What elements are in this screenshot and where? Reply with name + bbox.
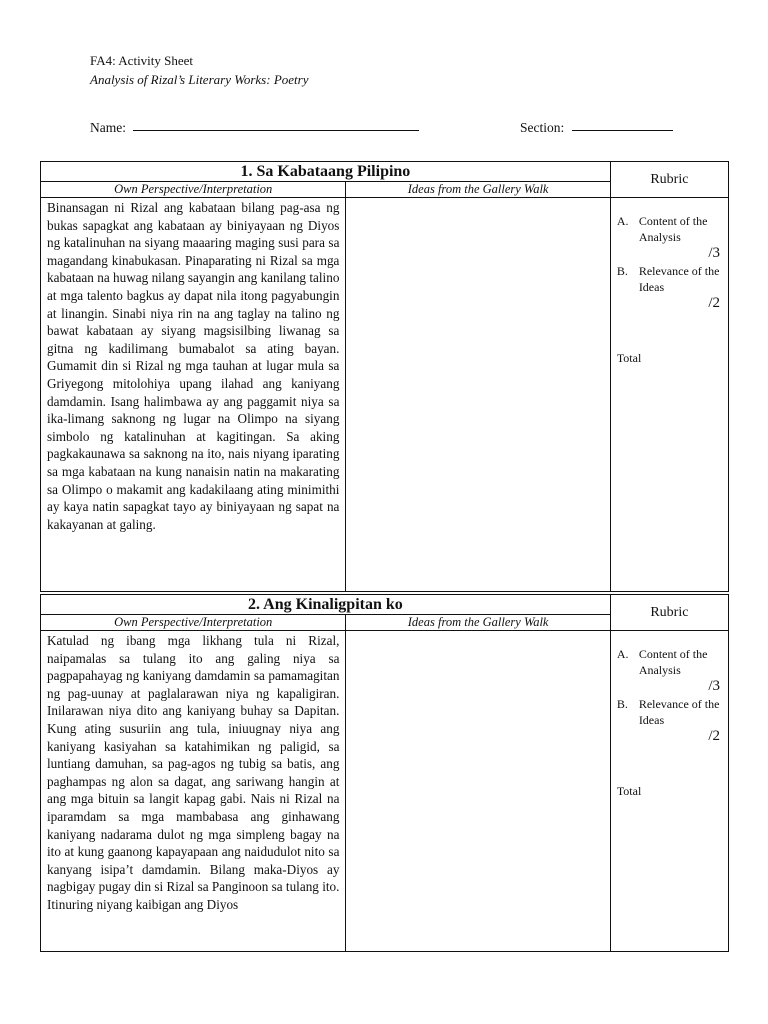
rubric-letter: A. (616, 647, 629, 661)
rubric-item-relevance (617, 264, 723, 295)
rubric-item-relevance (617, 697, 723, 728)
section-field[interactable] (572, 129, 673, 131)
rubric-cell (610, 631, 728, 952)
name-section-row (90, 120, 690, 136)
rubric-score-relevance[interactable]: /2 (708, 728, 720, 744)
rubric-item-content (617, 214, 723, 245)
poem-title: 1. Sa Kabataang Pilipino (41, 162, 611, 182)
sheet-title: FA4: Activity Sheet (90, 53, 194, 68)
rubric-header: Rubric (610, 595, 728, 631)
own-perspective-cell[interactable] (41, 631, 346, 952)
rubric-score-content[interactable]: /3 (708, 245, 720, 261)
name-field[interactable] (133, 129, 419, 131)
rubric-letter: A. (616, 214, 629, 228)
gallery-walk-header: Ideas from the Gallery Walk (346, 615, 610, 631)
gallery-walk-header: Ideas from the Gallery Walk (346, 182, 610, 198)
rubric-criterion: Relevance of the Ideas (638, 697, 720, 727)
rubric-score-content[interactable]: /3 (708, 678, 720, 694)
rubric-total[interactable]: Total (616, 784, 642, 798)
section-label: Section: (520, 120, 565, 135)
rubric-item-content (617, 647, 723, 678)
rubric-criterion: Relevance of the Ideas (638, 264, 720, 294)
rubric-cell (610, 198, 728, 592)
rubric-criterion: Content of the Analysis (638, 647, 708, 677)
section-group (520, 120, 673, 136)
interpretation-text: Katulad ng ibang mga likhang tula ni Rizal, naipamalas sa tulang ito ang galing niya sa pagpapahayag ng kaniyang damdamin sa pamamagitan ng pag-uunay at paglalarawan niya ng kapaligiran. Inilarawan niya dito ang kaniyang buhay sa Dapitan. Kung ating susuriin ang tula, iniuugnay niya ang kaniyang kasiyahan sa katahimikan ng paligid, sa luntiang damuhan, sa pag-agos ng tubig sa batis, ang paghampas ng alon sa dagat, ang sariwang hangin at ang mga bituin sa langit kapag gabi. Nais ni Rizal na iparamdam sa mga mambabasa ang ginhawang kaniyang nadarama dulot ng mga simpleng bagay na ito at kung gaanong kapayapaan ang naidudulot nito sa kanyang isipa’t damdamin. Bilang maka-Diyos ay nagbigay pugay din si Rizal sa Panginoon sa tulang ito. Itinuring niyang kaibigan ang Diyos (47, 633, 340, 912)
own-perspective-header: Own Perspective/Interpretation (41, 182, 346, 198)
rubric-criterion: Content of the Analysis (638, 214, 708, 244)
own-perspective-header: Own Perspective/Interpretation (41, 615, 346, 631)
rubric-score-relevance[interactable]: /2 (708, 295, 720, 311)
rubric-total[interactable]: Total (616, 351, 642, 365)
rubric-header: Rubric (610, 162, 728, 198)
poem-table-2 (40, 594, 729, 952)
gallery-walk-cell[interactable] (346, 631, 610, 952)
interpretation-text: Binansagan ni Rizal ang kabataan bilang pag-asa ng bukas sapagkat ang kabataan ay biniyayaan ng Diyos ng katalinuhan na siyang maaaring maging susi para sa magandang kinabukasan. Pinaparating ni Rizal sa mga kabataan na huwag nilang sayangin ang kanilang talino at mga talento bagkus ay dapat nila itong pagyabungin at linangin. Sinabi niya rin na ang taglay na talino ng bawat kabataan ay siyang magsisilbing liwanag sa gitna ng kadilimang bumabalot sa ating bayan. Gumamit din si Rizal ng mga tauhan at lugar mula sa Griyegong mitolohiya upang ilahad ang kaniyang damdamin. Isang halimbawa ay ang paggamit niya sa ika-limang saknong ng lugar na Olimpo na siyang simbolo ng katalinuhan at kagitingan. Sa aking pagkakaunawa sa saknong na ito, nais niyang iparating sa mga kabataan na kung nanaisin natin na makarating sa Olimpo o makamit ang kadakilaang ating minimithi ay kaya natin sapagkat tayo ay biniyayaan ng sapat na kakayanan at galing. (47, 200, 340, 532)
rubric-letter: B. (616, 697, 628, 711)
poem-title: 2. Ang Kinaligpitan ko (41, 595, 611, 615)
gallery-walk-cell[interactable] (346, 198, 610, 592)
name-label: Name: (90, 120, 126, 135)
own-perspective-cell[interactable] (41, 198, 346, 592)
rubric-letter: B. (616, 264, 628, 278)
poem-table-1 (40, 161, 729, 592)
sheet-subtitle: Analysis of Rizal’s Literary Works: Poetry (90, 72, 309, 87)
